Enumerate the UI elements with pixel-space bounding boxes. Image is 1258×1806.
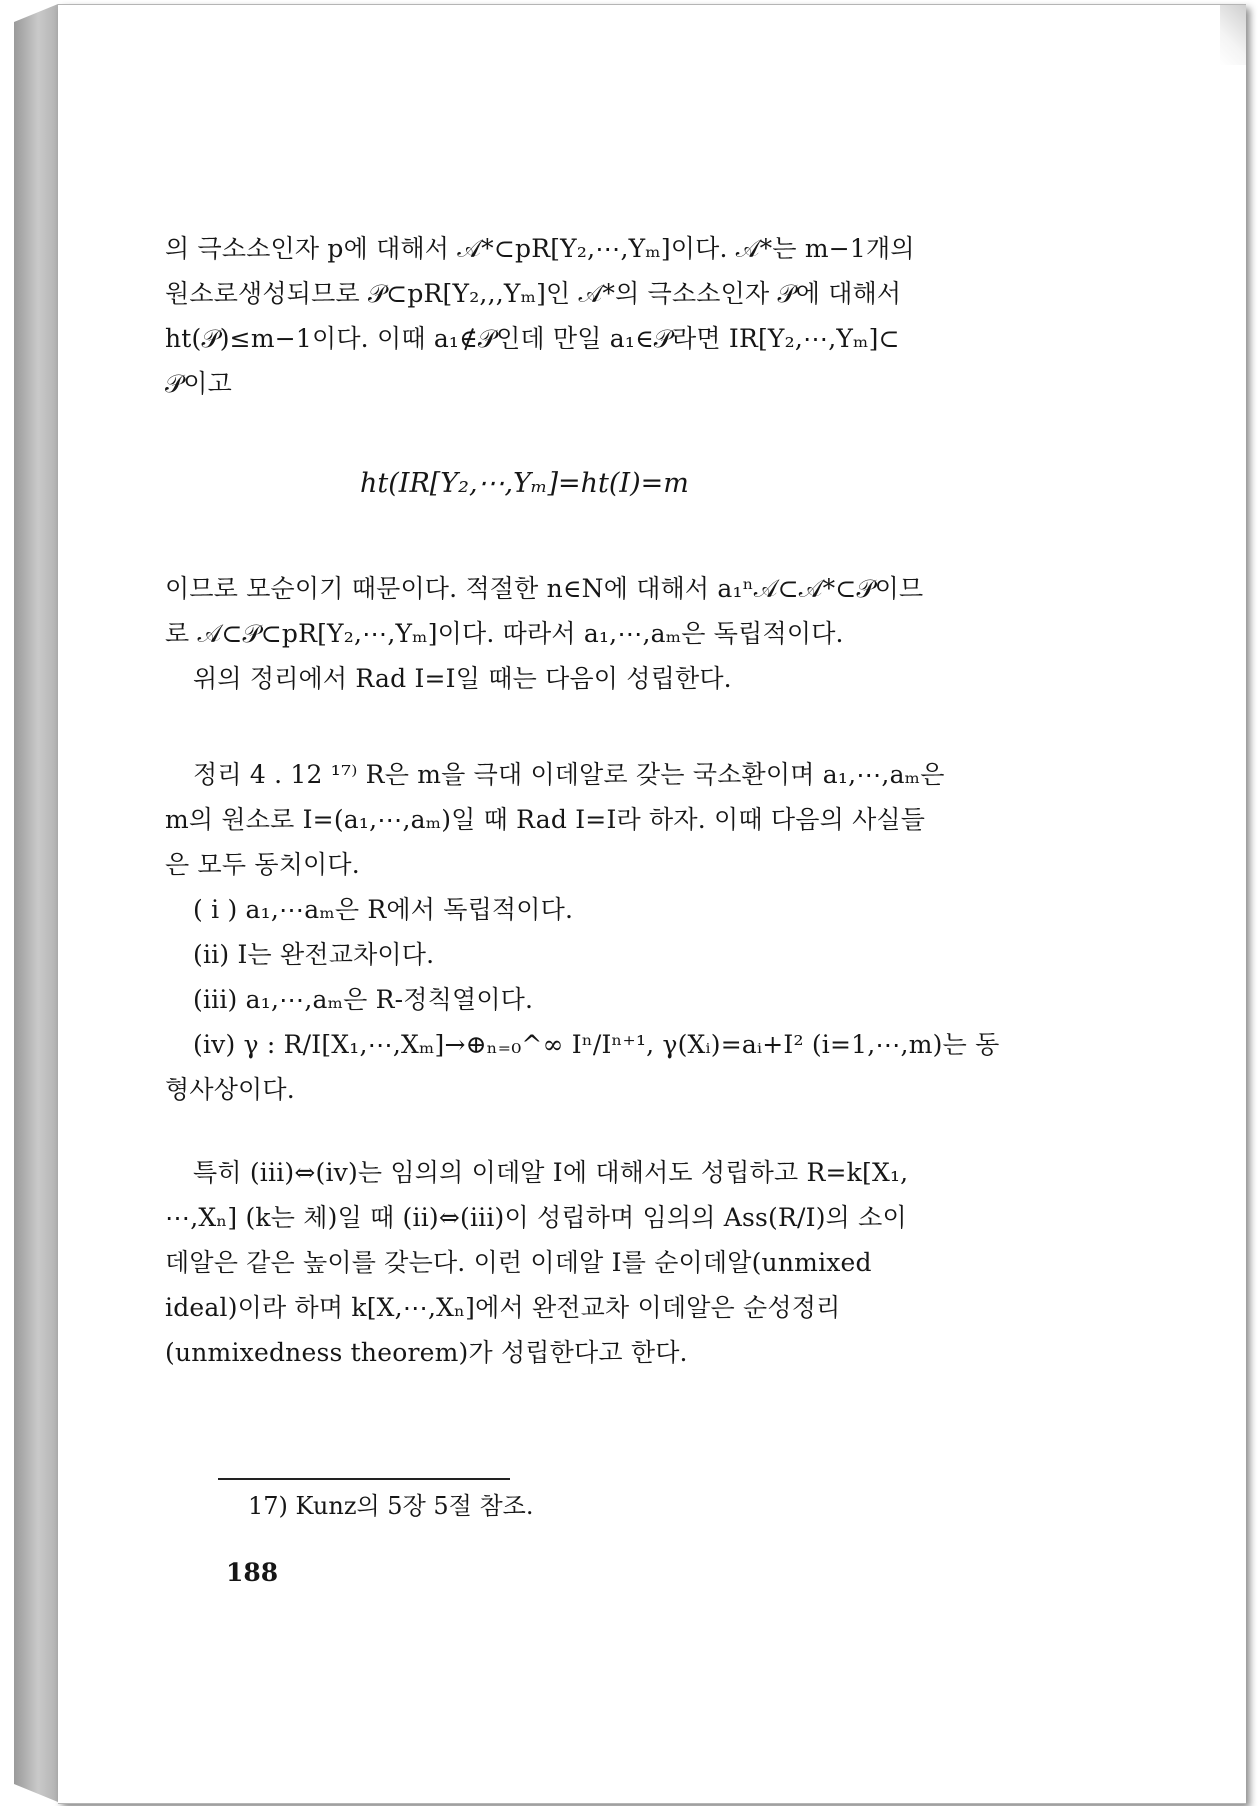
text-line: 형사상이다. — [165, 1075, 295, 1104]
page-number: 188 — [226, 1558, 279, 1587]
theorem-heading-line: 정리 4 . 12 ¹⁷⁾ R은 m을 극대 이데알로 갖는 국소환이며 a₁,⋯,aₘ은 — [193, 760, 945, 789]
footnote-divider — [218, 1478, 510, 1480]
book-spine — [14, 4, 58, 1802]
text-line: 특히 (iii)⇔(iv)는 임의의 이데알 I에 대해서도 성립하고 R=k[X₁, — [193, 1158, 909, 1187]
theorem-block — [165, 752, 1105, 1112]
theorem-item-i: ( i ) a₁,⋯aₘ은 R에서 독립적이다. — [193, 895, 574, 924]
paragraph-middle — [165, 566, 1105, 701]
paragraph-after-theorem — [165, 1150, 1105, 1375]
paragraph-top — [165, 226, 1105, 406]
text-line: 로 𝒜⊂𝒫⊂pR[Y₂,⋯,Yₘ]이다. 따라서 a₁,⋯,aₘ은 독립적이다. — [165, 619, 844, 648]
text-line: m의 원소로 I=(a₁,⋯,aₘ)일 때 Rad I=I라 하자. 이때 다음의 사실들 — [165, 805, 926, 834]
theorem-item-ii: (ii) I는 완전교차이다. — [193, 940, 435, 969]
text-line: (unmixedness theorem)가 성립한다고 한다. — [165, 1338, 688, 1367]
text-line: 데알은 같은 높이를 갖는다. 이런 이데알 I를 순이데알(unmixed — [165, 1248, 872, 1277]
text-line: 의 극소소인자 p에 대해서 𝒜*⊂pR[Y₂,⋯,Yₘ]이다. 𝒜*는 m−1개의 — [165, 234, 915, 263]
theorem-item-iii: (iii) a₁,⋯,aₘ은 R-정칙열이다. — [193, 985, 534, 1014]
page-fold-shadow — [1220, 5, 1246, 65]
text-line: 𝒫이고 — [165, 369, 232, 398]
text-line: 은 모두 동치이다. — [165, 850, 360, 879]
text-line: ideal)이라 하며 k[X,⋯,Xₙ]에서 완전교차 이데알은 순성정리 — [165, 1293, 841, 1322]
text-line: ht(𝒫)≤m−1이다. 이때 a₁∉𝒫인데 만일 a₁∈𝒫라면 IR[Y₂,⋯,Yₘ]⊂ — [165, 324, 900, 353]
display-equation: ht(IR[Y₂,⋯,Yₘ]=ht(I)=m — [360, 468, 689, 499]
theorem-item-iv: (iv) γ : R/I[X₁,⋯,Xₘ]→⊕ₙ₌₀^∞ Iⁿ/Iⁿ⁺¹, γ(Xᵢ)=aᵢ+I² (i=1,⋯,m)는 동 — [193, 1030, 1000, 1059]
text-line: ⋯,Xₙ] (k는 체)일 때 (ii)⇔(iii)이 성립하며 임의의 Ass(R/I)의 소이 — [165, 1203, 907, 1232]
footnote: 17) Kunz의 5장 5절 참조. — [248, 1492, 534, 1520]
text-line: 위의 정리에서 Rad I=I일 때는 다음이 성립한다. — [193, 664, 732, 693]
text-line: 원소로생성되므로 𝒫⊂pR[Y₂,,,Yₘ]인 𝒜*의 극소소인자 𝒫에 대해서 — [165, 279, 902, 308]
text-line: 이므로 모순이기 때문이다. 적절한 n∈N에 대해서 a₁ⁿ𝒜⊂𝒜*⊂𝒫이므 — [165, 574, 924, 603]
